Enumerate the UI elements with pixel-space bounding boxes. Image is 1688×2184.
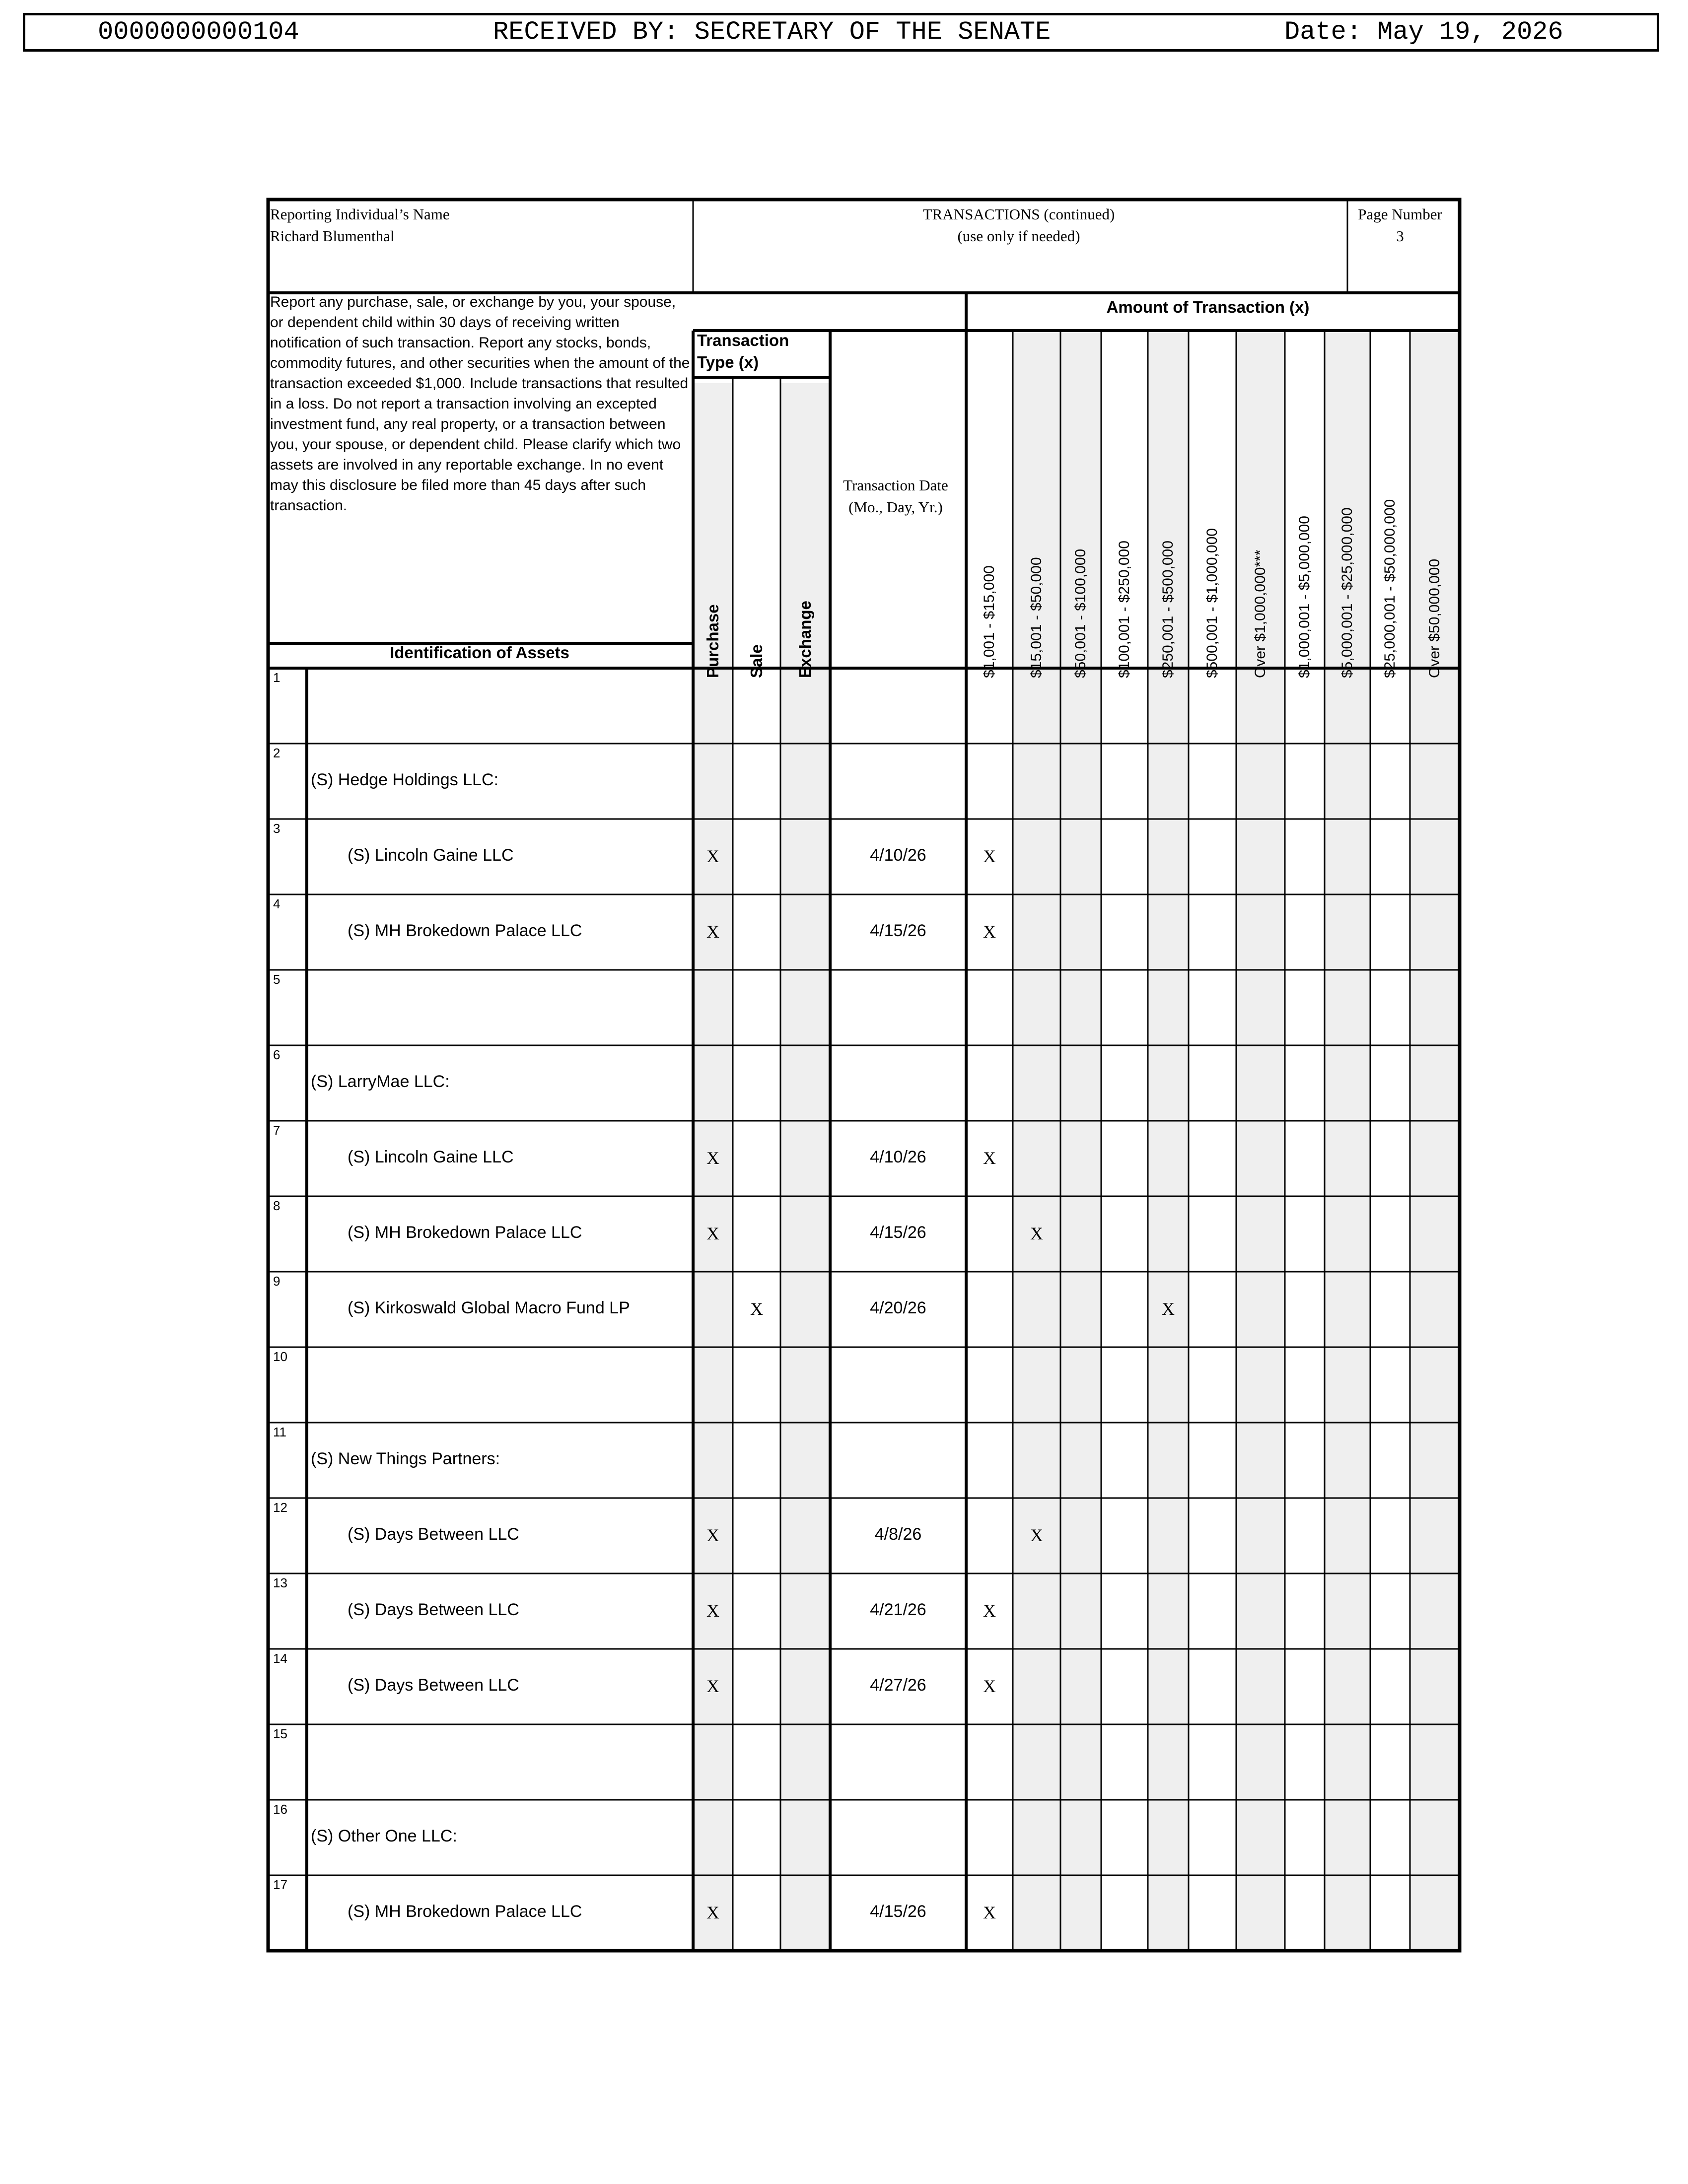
type-mark: X <box>706 1148 719 1168</box>
row-number: 7 <box>273 1123 281 1138</box>
asset-name: (S) LarryMae LLC: <box>311 1072 450 1091</box>
row-number: 13 <box>273 1575 287 1590</box>
type-mark: X <box>706 1903 719 1922</box>
amount-label-9: $25,000,001 - $50,000,000 <box>1382 499 1398 678</box>
transaction-date-line1: Transaction Date <box>843 477 948 494</box>
row-number: 10 <box>273 1349 287 1364</box>
row-number: 6 <box>273 1047 281 1062</box>
amount-mark: X <box>983 1903 996 1922</box>
transaction-date: 4/10/26 <box>870 846 926 865</box>
type-mark: X <box>750 1299 763 1319</box>
amount-label-7: $1,000,001 - $5,000,000 <box>1296 516 1313 678</box>
name-label: Reporting Individual’s Name <box>270 205 450 223</box>
transaction-date: 4/20/26 <box>870 1298 926 1317</box>
asset-name: (S) MH Brokedown Palace LLC <box>348 921 582 940</box>
row-number: 8 <box>273 1198 281 1213</box>
asset-name: (S) Days Between LLC <box>348 1676 519 1695</box>
form-title-sub: (use only if needed) <box>957 227 1080 245</box>
transaction-date: 4/15/26 <box>870 1223 926 1242</box>
transaction-date-title <box>828 475 963 518</box>
transaction-date-line2: (Mo., Day, Yr.) <box>848 498 943 516</box>
stamp-date: Date: May 19, 2026 <box>1284 17 1563 47</box>
row-number: 2 <box>273 746 281 760</box>
row-number: 5 <box>273 972 281 987</box>
type-mark: X <box>706 1224 719 1243</box>
page-number-value: 3 <box>1396 227 1404 245</box>
type-mark: X <box>706 1676 719 1696</box>
transaction-date: 4/8/26 <box>874 1525 922 1544</box>
type-mark: X <box>706 846 719 866</box>
row-number: 12 <box>273 1500 287 1515</box>
page-number-label: Page Number <box>1358 205 1442 223</box>
amount-label-5: $500,001 - $1,000,000 <box>1204 528 1220 678</box>
form-title-main: TRANSACTIONS (continued) <box>922 205 1115 223</box>
amount-label-6: Over $1,000,000*** <box>1252 549 1268 678</box>
type-label-exchange: Exchange <box>796 601 814 678</box>
type-label-purchase: Purchase <box>703 604 722 678</box>
amount-mark: X <box>1162 1299 1175 1319</box>
transaction-type-title: Transaction Type (x) <box>697 331 789 371</box>
amount-mark: X <box>983 846 996 866</box>
row-number: 1 <box>273 670 281 685</box>
amount-mark: X <box>983 1148 996 1168</box>
transaction-date: 4/27/26 <box>870 1676 926 1695</box>
amount-label-4: $250,001 - $500,000 <box>1160 541 1176 678</box>
amount-label-0: $1,001 - $15,000 <box>981 565 997 678</box>
asset-name: (S) MH Brokedown Palace LLC <box>348 1223 582 1242</box>
row-number: 17 <box>273 1877 287 1892</box>
identification-title: Identification of Assets <box>390 643 569 662</box>
amount-title: Amount of Transaction (x) <box>1106 298 1310 316</box>
name-value: Richard Blumenthal <box>270 227 395 245</box>
transaction-date: 4/15/26 <box>870 921 926 940</box>
row-number: 15 <box>273 1726 287 1741</box>
form-title <box>692 204 1345 247</box>
received-by: RECEIVED BY: SECRETARY OF THE SENATE <box>493 17 1051 47</box>
type-mark: X <box>706 1525 719 1545</box>
amount-mark: X <box>1030 1525 1043 1545</box>
type-mark: X <box>706 1601 719 1621</box>
asset-name: (S) Days Between LLC <box>348 1600 519 1619</box>
amount-mark: X <box>1030 1224 1043 1243</box>
row-number: 14 <box>273 1651 287 1666</box>
amount-mark: X <box>983 922 996 942</box>
amount-label-3: $100,001 - $250,000 <box>1116 541 1132 678</box>
page-number <box>1347 204 1453 247</box>
row-number: 11 <box>273 1425 286 1439</box>
transaction-date: 4/21/26 <box>870 1600 926 1619</box>
amount-mark: X <box>983 1676 996 1696</box>
document-id: 0000000000104 <box>98 17 299 47</box>
asset-name: (S) Kirkoswald Global Macro Fund LP <box>348 1298 630 1317</box>
asset-name: (S) Lincoln Gaine LLC <box>348 846 514 865</box>
row-number: 3 <box>273 821 281 836</box>
type-mark: X <box>706 922 719 942</box>
amount-mark: X <box>983 1601 996 1621</box>
asset-name: (S) Lincoln Gaine LLC <box>348 1148 514 1166</box>
transaction-date: 4/10/26 <box>870 1148 926 1166</box>
row-number: 16 <box>273 1802 287 1817</box>
amount-label-8: $5,000,001 - $25,000,000 <box>1339 507 1355 678</box>
asset-name: (S) New Things Partners: <box>311 1449 500 1468</box>
amount-label-2: $50,001 - $100,000 <box>1072 548 1089 678</box>
reporting-individual <box>270 204 450 247</box>
asset-name: (S) Hedge Holdings LLC: <box>311 770 498 789</box>
asset-name: (S) MH Brokedown Palace LLC <box>348 1902 582 1921</box>
amount-label-1: $15,001 - $50,000 <box>1028 557 1045 678</box>
amount-label-10: Over $50,000,000 <box>1426 558 1443 678</box>
row-number: 9 <box>273 1274 281 1289</box>
row-number: 4 <box>273 896 281 911</box>
instructions: Report any purchase, sale, or exchange by you, your spouse, or dependent child within 30 days of receiving written notification of such transaction. Report any stocks, bonds, commodity futures, and other securities when the amount of the transaction exceeded $1,000. Include transactions that resulted in a loss. Do not report a transaction involving an excepted investment fund, any real property, or a transaction between you, your spouse, or dependent child. Please clarify which two assets are involved in any reportable exchange. In no event may this disclosure be filed more than 45 days after such transaction. <box>270 294 690 514</box>
type-label-sale: Sale <box>747 644 766 678</box>
asset-name: (S) Other One LLC: <box>311 1827 457 1845</box>
transaction-date: 4/15/26 <box>870 1902 926 1921</box>
asset-name: (S) Days Between LLC <box>348 1525 519 1544</box>
